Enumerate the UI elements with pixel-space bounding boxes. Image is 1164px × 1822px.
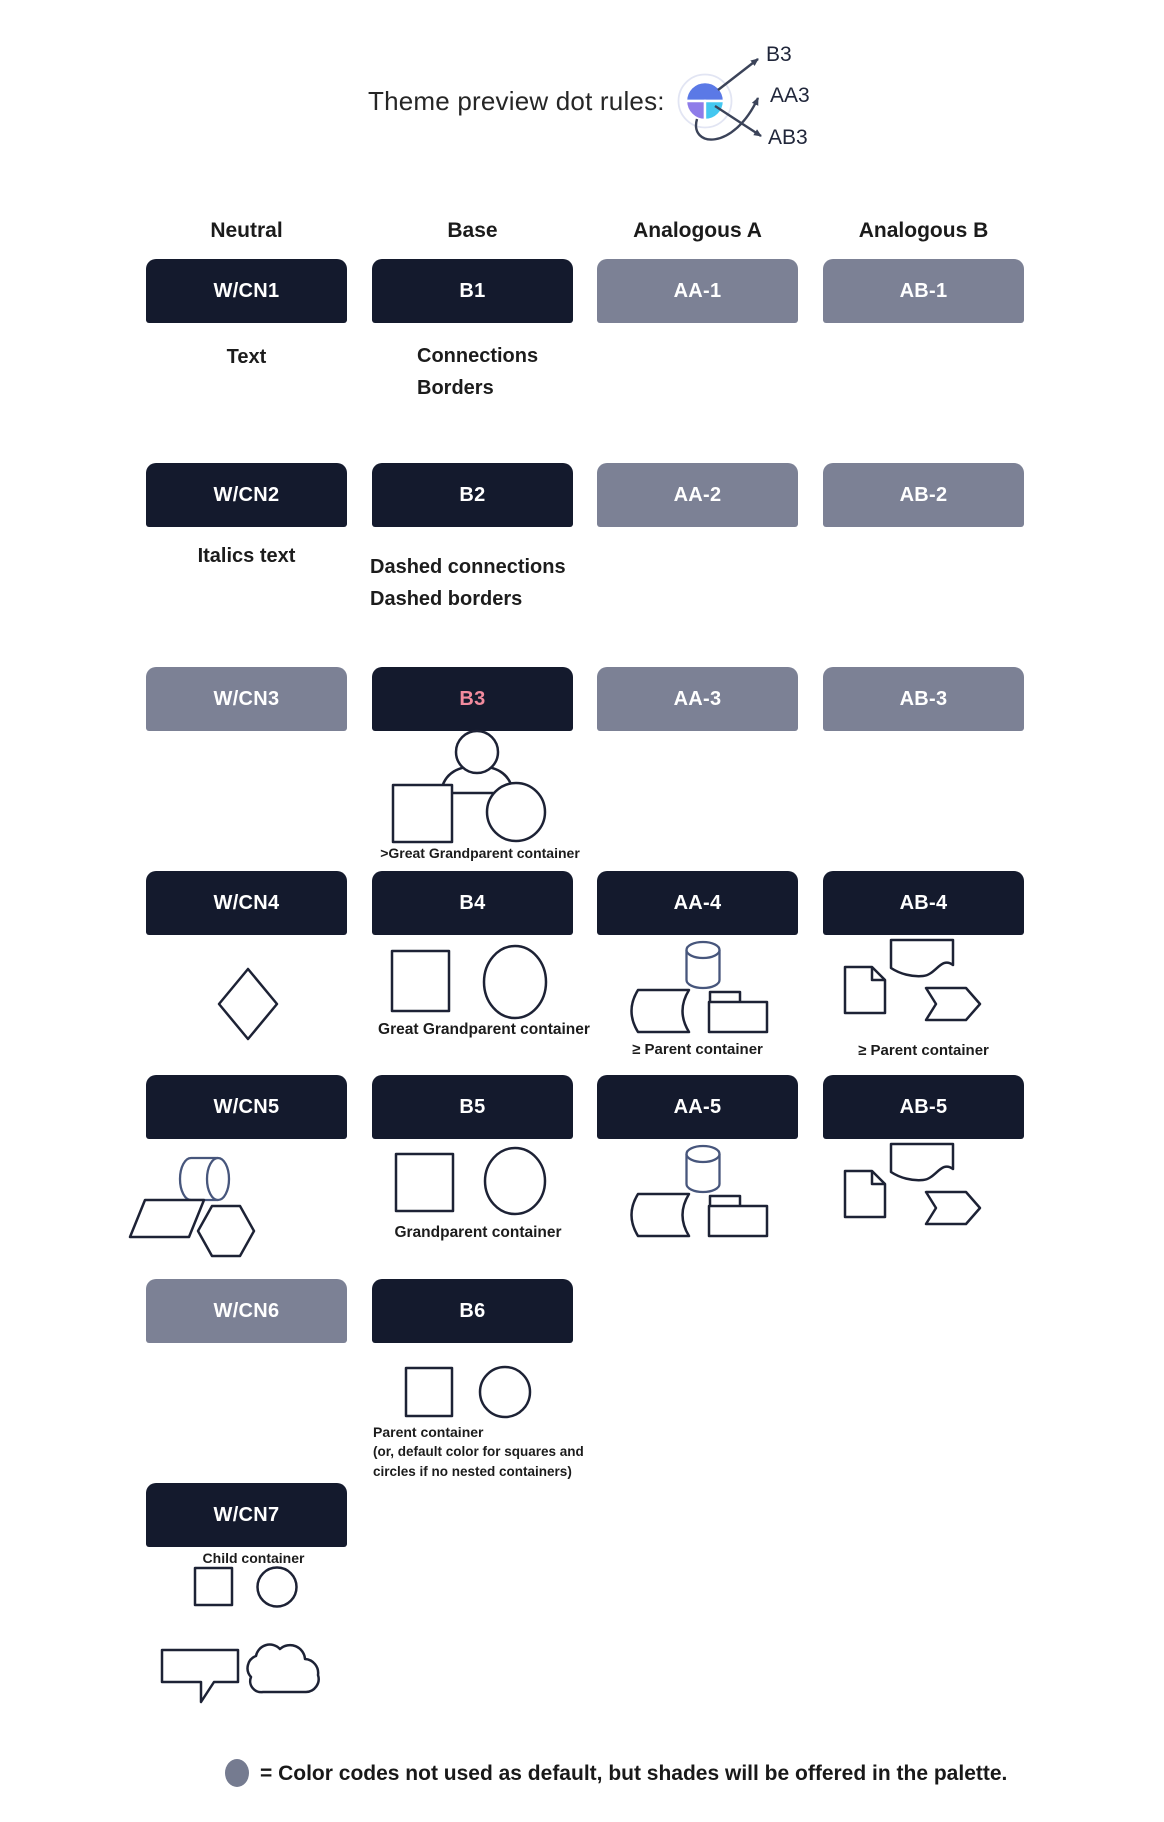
swatch-label: W/CN2 [213,483,280,506]
column-header-neutral: Neutral [210,219,283,242]
b6-caption-line1: Parent container [373,1424,484,1440]
swatch-label: W/CN4 [213,891,280,914]
swatch-label: W/CN5 [213,1095,280,1118]
b3-shape-group [370,724,590,849]
cloud-icon [248,1645,319,1693]
wcn4-shape-group [218,968,278,1040]
column-header-analogous-a: Analogous A [633,219,762,242]
arrow-to-b3 [718,59,758,90]
file-page-icon [845,967,885,1013]
wcn7-shape-group-2 [152,1636,337,1708]
note-italics-text: Italics text [197,545,296,567]
cylinder-top-icon [687,942,720,958]
swatch-b3 [372,667,573,731]
b6-caption-line3: circles if no nested containers) [373,1464,572,1479]
chevron-arrow-icon [926,988,980,1020]
wave-document-icon [891,940,953,976]
note-dashed-connections: Dashed connections [370,556,566,578]
b6-shape-group [400,1360,540,1422]
swatch-b6 [372,1279,573,1343]
swatch-ab3 [823,667,1024,731]
swatch-label: B5 [459,1095,486,1118]
square-icon [406,1368,452,1416]
swatch-ab2 [823,463,1024,527]
swatch-aa2 [597,463,798,527]
b3-caption: >Great Grandparent container [380,845,580,861]
ab5-shape-group [838,1139,988,1234]
legend-dot [225,1759,249,1787]
swatch-wcn6 [146,1279,347,1343]
swatch-label: B3 [459,687,486,710]
b5-shape-group [388,1146,553,1221]
cylinder-top-icon [687,1146,720,1162]
swatch-wcn3 [146,667,347,731]
swatch-label: B4 [459,891,486,914]
aa4-shape-group [625,938,785,1038]
square-icon [392,951,449,1011]
chevron-arrow-icon [926,1192,980,1224]
swatch-label: AA-4 [673,891,722,914]
wcn7-caption: Child container [202,1550,305,1566]
folder-rect-icon [709,1206,767,1236]
circle-icon [480,1367,530,1417]
swatch-ab4 [823,871,1024,935]
square-icon [195,1568,232,1605]
swatch-label: W/CN6 [213,1299,280,1322]
swatch-aa3 [597,667,798,731]
column-header-base: Base [447,219,498,242]
aa5-shape-group [625,1142,785,1242]
ab4-shape-group [838,935,988,1030]
swatch-label: AA-1 [673,279,722,302]
stored-data-icon [632,990,690,1032]
diamond-icon [219,969,277,1039]
circle-icon [484,946,546,1018]
swatch-aa4 [597,871,798,935]
note-text: Text [226,346,267,368]
swatch-ab5 [823,1075,1024,1139]
swatch-b2 [372,463,573,527]
theme-preview-dot-icon [655,18,855,153]
swatch-wcn7 [146,1483,347,1547]
swatch-b4 [372,871,573,935]
b6-caption-line2: (or, default color for squares and [373,1444,584,1459]
wcn5-shape-group [125,1145,270,1260]
swatch-label: W/CN1 [213,279,280,302]
swatch-wcn1 [146,259,347,323]
dot-label-b3: B3 [766,43,792,66]
swatch-label: B2 [459,483,486,506]
file-page-icon [845,1171,885,1217]
note-borders: Borders [417,377,494,399]
swatch-b5 [372,1075,573,1139]
page-title: Theme preview dot rules: [368,86,665,116]
swatch-wcn5 [146,1075,347,1139]
swatch-aa1 [597,259,798,323]
swatch-label: W/CN3 [213,687,280,710]
person-head-icon [456,731,498,773]
swatch-label: AA-5 [673,1095,722,1118]
swatch-wcn2 [146,463,347,527]
note-dashed-borders: Dashed borders [370,588,523,610]
legend-text: = Color codes not used as default, but shades will be offered in the palette. [260,1762,1008,1785]
circle-icon [487,783,545,841]
swatch-label: AB-3 [899,687,948,710]
swatch-label: B1 [459,279,486,302]
swatch-aa5 [597,1075,798,1139]
swatch-label: B6 [459,1299,486,1322]
swatch-label: W/CN7 [213,1503,280,1526]
horizontal-cylinder-end-icon [207,1158,229,1200]
note-connections: Connections [417,345,539,367]
swatch-label: AB-1 [899,279,948,302]
swatch-label: AB-5 [899,1095,948,1118]
circle-icon [258,1568,297,1607]
swatch-label: AB-4 [899,891,948,914]
hexagon-icon [198,1206,254,1256]
b4-caption: Great Grandparent container [378,1021,590,1038]
swatch-label: AA-3 [673,687,722,710]
speech-bubble-icon [162,1650,238,1702]
folder-rect-icon [709,1002,767,1032]
swatch-ab1 [823,259,1024,323]
square-icon [396,1154,453,1211]
parallelogram-icon [130,1200,204,1237]
b4-shape-group [388,945,553,1025]
wave-document-icon [891,1144,953,1180]
swatch-label: AA-2 [673,483,722,506]
swatch-label: AB-2 [899,483,948,506]
square-icon [393,785,452,842]
ab4-caption: ≥ Parent container [858,1042,989,1059]
dot-label-ab3: AB3 [768,126,808,149]
swatch-wcn4 [146,871,347,935]
swatch-b1 [372,259,573,323]
aa4-caption: ≥ Parent container [632,1041,763,1058]
wcn7-shape-group [190,1564,305,1612]
stored-data-icon [632,1194,690,1236]
b5-caption: Grandparent container [394,1224,562,1241]
column-header-analogous-b: Analogous B [858,219,989,242]
dot-label-aa3: AA3 [770,84,810,107]
circle-icon [485,1148,545,1214]
